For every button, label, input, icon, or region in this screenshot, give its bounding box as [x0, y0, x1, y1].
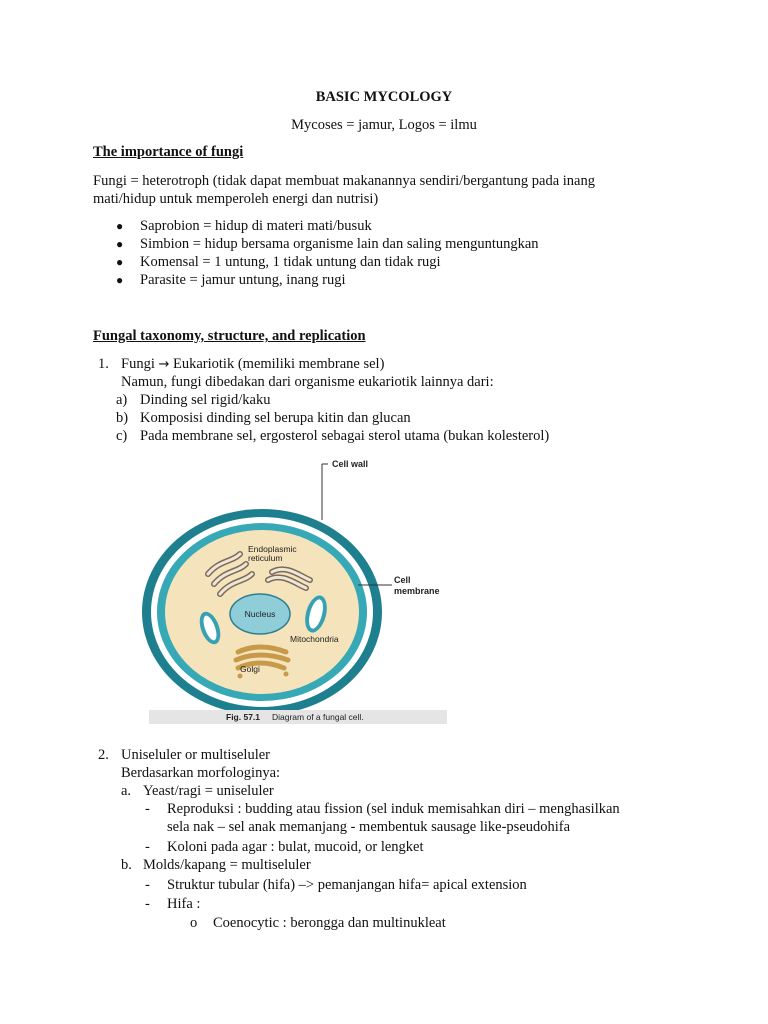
- intro-line-1: Fungi = heterotroph (tidak dapat membuat makanannya sendiri/bergantung pada inang: [93, 173, 595, 189]
- list-marker: -: [145, 877, 150, 893]
- right-arrow-icon: →: [158, 357, 170, 372]
- label-er-2: reticulum: [248, 553, 283, 563]
- list-marker: -: [145, 801, 150, 817]
- fungal-cell-diagram: [140, 452, 460, 732]
- label-membrane-1: Cell: [394, 575, 411, 585]
- label-er-1: Endoplasmic: [248, 544, 297, 554]
- list-marker: o: [190, 915, 198, 931]
- list-marker: b): [116, 410, 129, 426]
- list-item: Komposisi dinding sel berupa kitin dan glucan: [140, 410, 411, 426]
- list-marker: a): [116, 392, 128, 408]
- list-marker: c): [116, 428, 128, 444]
- label-nucleus: Nucleus: [244, 609, 276, 619]
- list-marker: a.: [121, 783, 132, 799]
- list-number: 2.: [98, 747, 109, 763]
- bullet-icon: ●: [116, 255, 124, 269]
- item1-line: [121, 355, 384, 374]
- page-title: BASIC MYCOLOGY: [315, 89, 453, 105]
- intro-line-2: mati/hidup untuk memperoleh energi dan nutrisi): [93, 191, 379, 207]
- list-item: Hifa :: [167, 896, 201, 912]
- list-item: Koloni pada agar : bulat, mucoid, or lengket: [167, 839, 424, 855]
- page-subtitle: Mycoses = jamur, Logos = ilmu: [291, 117, 477, 133]
- item1-text-a: Fungi: [121, 356, 155, 372]
- label-membrane-2: membrane: [394, 586, 440, 596]
- list-item: Saprobion = hidup di materi mati/busuk: [140, 218, 372, 234]
- list-item: Reproduksi : budding atau fission (sel induk memisahkan diri – menghasilkan: [167, 801, 620, 817]
- molds-heading: Molds/kapang = multiseluler: [143, 857, 311, 873]
- label-golgi: Golgi: [240, 664, 260, 674]
- item1-sub: Namun, fungi dibedakan dari organisme eukariotik lainnya dari:: [121, 374, 494, 390]
- list-marker: -: [145, 839, 150, 855]
- bullet-icon: ●: [116, 273, 124, 287]
- list-item-continued: sela nak – sel anak memanjang - membentuk sausage like-pseudohifa: [167, 819, 571, 835]
- list-item: Dinding sel rigid/kaku: [140, 392, 271, 408]
- item2-text: Uniseluler or multiseluler: [121, 747, 270, 763]
- list-item: Parasite = jamur untung, inang rugi: [140, 272, 346, 288]
- list-marker: -: [145, 896, 150, 912]
- label-cell-wall: Cell wall: [332, 459, 369, 469]
- list-item: Komensal = 1 untung, 1 tidak untung dan tidak rugi: [140, 254, 441, 270]
- section-heading-taxonomy: Fungal taxonomy, structure, and replication: [93, 328, 366, 344]
- caption-text: Diagram of a fungal cell.: [272, 712, 364, 722]
- list-item: Struktur tubular (hifa) –> pemanjangan hifa= apical extension: [167, 877, 527, 893]
- list-marker: b.: [121, 857, 132, 873]
- bullet-icon: ●: [116, 237, 124, 251]
- yeast-heading: Yeast/ragi = uniseluler: [143, 783, 274, 799]
- label-mitochondria: Mitochondria: [290, 634, 339, 644]
- item1-text-b: Eukariotik (memiliki membrane sel): [173, 356, 385, 372]
- list-item: Pada membrane sel, ergosterol sebagai sterol utama (bukan kolesterol): [140, 428, 550, 444]
- list-number: 1.: [98, 356, 109, 372]
- list-item: Coenocytic : berongga dan multinukleat: [213, 915, 446, 931]
- section-heading-importance: The importance of fungi: [93, 144, 244, 160]
- bullet-icon: ●: [116, 219, 124, 233]
- item2-sub: Berdasarkan morfologinya:: [121, 765, 281, 781]
- list-item: Simbion = hidup bersama organisme lain dan saling menguntungkan: [140, 236, 539, 252]
- caption-label: Fig. 57.1: [226, 712, 261, 722]
